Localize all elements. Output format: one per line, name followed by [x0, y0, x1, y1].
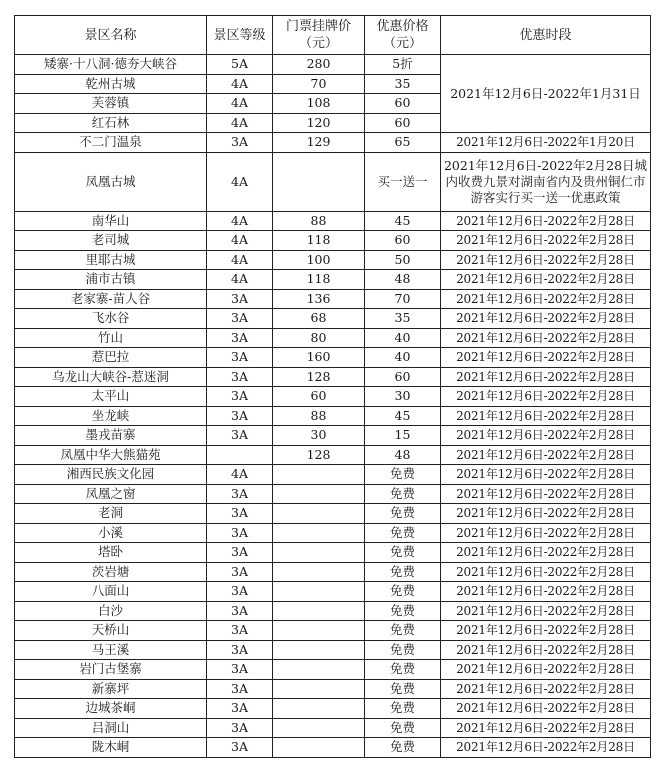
discount-price: 60 [365, 94, 441, 114]
scenic-grade: 4A [207, 231, 273, 251]
discount-price: 15 [365, 426, 441, 446]
discount-period: 2021年12月6日-2022年2月28日 [441, 231, 651, 251]
discount-price: 60 [365, 231, 441, 251]
table-row [15, 504, 651, 524]
list-price: 30 [273, 426, 365, 446]
table-row [15, 133, 651, 153]
table-row [15, 348, 651, 368]
discount-price: 免费 [365, 621, 441, 641]
header-discount-period: 优惠时段 [441, 16, 651, 55]
scenic-grade: 3A [207, 387, 273, 407]
list-price: 100 [273, 250, 365, 270]
list-price [273, 484, 365, 504]
list-price: 88 [273, 211, 365, 231]
scenic-name: 湘西民族文化园 [15, 465, 207, 485]
table-row [15, 152, 651, 211]
discount-price: 免费 [365, 523, 441, 543]
discount-price: 免费 [365, 484, 441, 504]
list-price [273, 582, 365, 602]
scenic-grade: 3A [207, 543, 273, 563]
scenic-grade: 3A [207, 562, 273, 582]
scenic-grade: 3A [207, 133, 273, 153]
scenic-grade: 3A [207, 523, 273, 543]
scenic-grade: 3A [207, 367, 273, 387]
scenic-name: 岩门古堡寨 [15, 660, 207, 680]
list-price: 118 [273, 231, 365, 251]
discount-price: 免费 [365, 738, 441, 758]
discount-period: 2021年12月6日-2022年2月28日 [441, 621, 651, 641]
discount-period: 2021年12月6日-2022年2月28日 [441, 582, 651, 602]
list-price [273, 523, 365, 543]
scenic-grade: 4A [207, 465, 273, 485]
scenic-name: 边城茶峒 [15, 699, 207, 719]
table-row [15, 270, 651, 290]
table-row [15, 523, 651, 543]
discount-price: 70 [365, 289, 441, 309]
scenic-grade: 4A [207, 250, 273, 270]
discount-period: 2021年12月6日-2022年2月28日 [441, 640, 651, 660]
list-price: 108 [273, 94, 365, 114]
discount-period-merged: 2021年12月6日-2022年1月31日 [441, 55, 651, 133]
scenic-name: 浦市古镇 [15, 270, 207, 290]
scenic-grade: 3A [207, 679, 273, 699]
list-price [273, 504, 365, 524]
discount-price: 30 [365, 387, 441, 407]
scenic-grade: 4A [207, 211, 273, 231]
scenic-grade: 3A [207, 621, 273, 641]
scenic-grade: 4A [207, 74, 273, 94]
table-row [15, 211, 651, 231]
discount-price: 45 [365, 406, 441, 426]
discount-price: 免费 [365, 660, 441, 680]
table-row [15, 562, 651, 582]
scenic-grade: 3A [207, 309, 273, 329]
list-price: 136 [273, 289, 365, 309]
scenic-grade [207, 445, 273, 465]
scenic-grade: 3A [207, 640, 273, 660]
scenic-name: 矮寨·十八洞·德夯大峡谷 [15, 55, 207, 75]
header-grade: 景区等级 [207, 16, 273, 55]
table-row [15, 387, 651, 407]
scenic-name: 小溪 [15, 523, 207, 543]
scenic-name: 陇木峒 [15, 738, 207, 758]
table-row [15, 367, 651, 387]
list-price: 128 [273, 445, 365, 465]
list-price: 118 [273, 270, 365, 290]
list-price: 80 [273, 328, 365, 348]
discount-period: 2021年12月6日-2022年2月28日 [441, 484, 651, 504]
scenic-name: 茨岩塘 [15, 562, 207, 582]
list-price [273, 601, 365, 621]
list-price: 160 [273, 348, 365, 368]
discount-period: 2021年12月6日-2022年2月28日 [441, 211, 651, 231]
header-discount-price: 优惠价格（元） [365, 16, 441, 55]
table-row [15, 55, 651, 75]
list-price: 129 [273, 133, 365, 153]
discount-period: 2021年12月6日-2022年2月28日 [441, 718, 651, 738]
discount-price: 免费 [365, 562, 441, 582]
header-row [15, 16, 651, 55]
list-price [273, 465, 365, 485]
discount-price: 60 [365, 367, 441, 387]
list-price [273, 621, 365, 641]
scenic-grade: 3A [207, 660, 273, 680]
table-row [15, 465, 651, 485]
discount-price: 35 [365, 309, 441, 329]
discount-price: 50 [365, 250, 441, 270]
discount-period: 2021年12月6日-2022年2月28日 [441, 523, 651, 543]
discount-price: 45 [365, 211, 441, 231]
table-row [15, 621, 651, 641]
list-price: 88 [273, 406, 365, 426]
table-row [15, 328, 651, 348]
list-price: 120 [273, 113, 365, 133]
list-price: 128 [273, 367, 365, 387]
scenic-grade: 3A [207, 504, 273, 524]
table-row [15, 660, 651, 680]
discount-price: 免费 [365, 504, 441, 524]
list-price: 70 [273, 74, 365, 94]
scenic-grade: 3A [207, 582, 273, 602]
table-row [15, 582, 651, 602]
scenic-name: 坐龙峡 [15, 406, 207, 426]
discount-price: 免费 [365, 640, 441, 660]
scenic-name: 凤凰古城 [15, 152, 207, 211]
scenic-discount-table [14, 15, 651, 758]
scenic-grade: 3A [207, 328, 273, 348]
discount-period: 2021年12月6日-2022年2月28日 [441, 445, 651, 465]
scenic-name: 红石林 [15, 113, 207, 133]
scenic-name: 塔卧 [15, 543, 207, 563]
table-body [15, 55, 651, 758]
scenic-name: 老司城 [15, 231, 207, 251]
scenic-name: 八面山 [15, 582, 207, 602]
discount-period: 2021年12月6日-2022年2月28日 [441, 562, 651, 582]
table-row [15, 289, 651, 309]
discount-period: 2021年12月6日-2022年2月28日 [441, 328, 651, 348]
discount-period: 2021年12月6日-2022年2月28日 [441, 426, 651, 446]
scenic-grade: 3A [207, 289, 273, 309]
scenic-name: 凤凰中华大熊猫苑 [15, 445, 207, 465]
scenic-grade: 3A [207, 601, 273, 621]
table-row [15, 309, 651, 329]
scenic-grade: 3A [207, 484, 273, 504]
scenic-name: 乾州古城 [15, 74, 207, 94]
table-row [15, 406, 651, 426]
scenic-name: 老家寨-苗人谷 [15, 289, 207, 309]
list-price [273, 699, 365, 719]
scenic-name: 白沙 [15, 601, 207, 621]
scenic-grade: 3A [207, 699, 273, 719]
scenic-name: 太平山 [15, 387, 207, 407]
discount-period: 2021年12月6日-2022年2月28日 [441, 309, 651, 329]
discount-period: 2021年12月6日-2022年2月28日 [441, 504, 651, 524]
header-list-price: 门票挂牌价（元） [273, 16, 365, 55]
discount-period: 2021年12月6日-2022年2月28日 [441, 348, 651, 368]
table-row [15, 640, 651, 660]
table-row [15, 699, 651, 719]
scenic-grade: 3A [207, 348, 273, 368]
scenic-name: 飞水谷 [15, 309, 207, 329]
discount-period: 2021年12月6日-2022年2月28日 [441, 465, 651, 485]
discount-period: 2021年12月6日-2022年2月28日 [441, 270, 651, 290]
discount-period: 2021年12月6日-2022年2月28日 [441, 367, 651, 387]
discount-price: 60 [365, 113, 441, 133]
list-price: 60 [273, 387, 365, 407]
scenic-grade: 4A [207, 152, 273, 211]
discount-price: 免费 [365, 543, 441, 563]
table-row [15, 445, 651, 465]
scenic-name: 马王溪 [15, 640, 207, 660]
scenic-grade: 4A [207, 113, 273, 133]
discount-period: 2021年12月6日-2022年2月28日 [441, 289, 651, 309]
table-row [15, 543, 651, 563]
scenic-grade: 3A [207, 718, 273, 738]
scenic-grade: 3A [207, 738, 273, 758]
discount-price: 免费 [365, 601, 441, 621]
scenic-grade: 4A [207, 270, 273, 290]
table-row [15, 250, 651, 270]
discount-period: 2021年12月6日-2022年2月28日 [441, 250, 651, 270]
scenic-name: 新寨坪 [15, 679, 207, 699]
discount-period: 2021年12月6日-2022年2月28日 [441, 601, 651, 621]
discount-period: 2021年12月6日-2022年2月28日城内收费九景对湖南省内及贵州铜仁市游客实行买一送一优惠政策 [441, 152, 651, 211]
discount-price: 5折 [365, 55, 441, 75]
discount-period: 2021年12月6日-2022年2月28日 [441, 543, 651, 563]
discount-period: 2021年12月6日-2022年2月28日 [441, 699, 651, 719]
scenic-name: 里耶古城 [15, 250, 207, 270]
discount-period: 2021年12月6日-2022年2月28日 [441, 406, 651, 426]
discount-period: 2021年12月6日-2022年2月28日 [441, 387, 651, 407]
list-price [273, 543, 365, 563]
scenic-grade: 4A [207, 94, 273, 114]
discount-period: 2021年12月6日-2022年1月20日 [441, 133, 651, 153]
discount-price: 40 [365, 328, 441, 348]
list-price [273, 679, 365, 699]
discount-price: 免费 [365, 679, 441, 699]
scenic-name: 老洞 [15, 504, 207, 524]
discount-period: 2021年12月6日-2022年2月28日 [441, 679, 651, 699]
scenic-name: 不二门温泉 [15, 133, 207, 153]
list-price [273, 152, 365, 211]
discount-price: 免费 [365, 699, 441, 719]
scenic-name: 天桥山 [15, 621, 207, 641]
scenic-grade: 5A [207, 55, 273, 75]
scenic-grade: 3A [207, 406, 273, 426]
table-row [15, 231, 651, 251]
scenic-name: 竹山 [15, 328, 207, 348]
discount-price: 买一送一 [365, 152, 441, 211]
table-row [15, 738, 651, 758]
scenic-name: 凤凰之窗 [15, 484, 207, 504]
table-row [15, 718, 651, 738]
list-price: 280 [273, 55, 365, 75]
discount-price: 65 [365, 133, 441, 153]
list-price [273, 640, 365, 660]
discount-price: 免费 [365, 465, 441, 485]
scenic-name: 乌龙山大峡谷-惹迷洞 [15, 367, 207, 387]
discount-price: 48 [365, 445, 441, 465]
list-price [273, 738, 365, 758]
scenic-name: 吕洞山 [15, 718, 207, 738]
discount-price: 35 [365, 74, 441, 94]
discount-period: 2021年12月6日-2022年2月28日 [441, 738, 651, 758]
discount-period: 2021年12月6日-2022年2月28日 [441, 660, 651, 680]
scenic-name: 芙蓉镇 [15, 94, 207, 114]
discount-price: 免费 [365, 718, 441, 738]
table-row [15, 601, 651, 621]
list-price [273, 660, 365, 680]
discount-price: 48 [365, 270, 441, 290]
list-price [273, 562, 365, 582]
scenic-name: 惹巴拉 [15, 348, 207, 368]
scenic-name: 南华山 [15, 211, 207, 231]
header-name: 景区名称 [15, 16, 207, 55]
list-price [273, 718, 365, 738]
list-price: 68 [273, 309, 365, 329]
table-row [15, 484, 651, 504]
table-row [15, 426, 651, 446]
scenic-name: 墨戎苗寨 [15, 426, 207, 446]
discount-price: 免费 [365, 582, 441, 602]
table-row [15, 679, 651, 699]
scenic-grade: 3A [207, 426, 273, 446]
discount-price: 40 [365, 348, 441, 368]
